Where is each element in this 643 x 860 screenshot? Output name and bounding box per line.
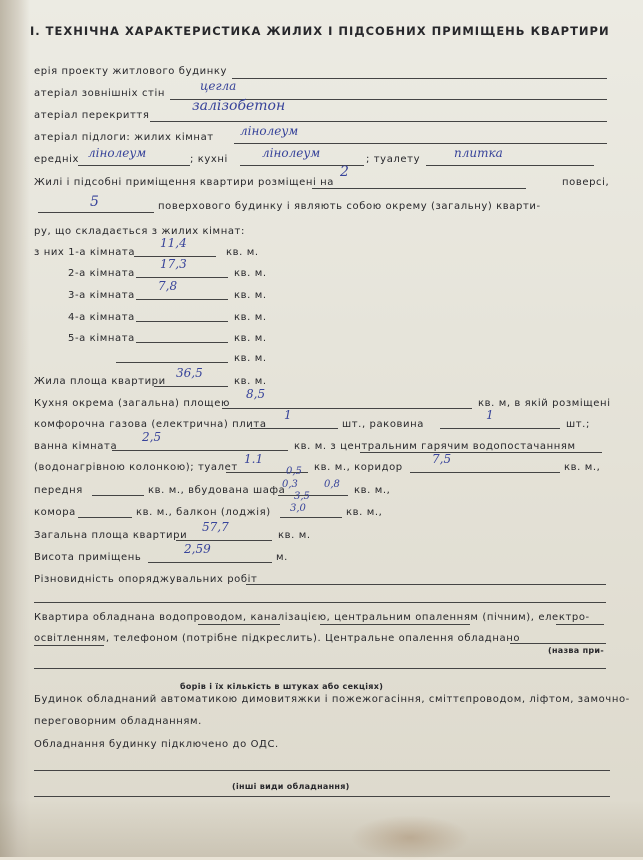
line-corridor bbox=[410, 472, 560, 473]
label-builtin: кв. м., вбудована шафа bbox=[148, 485, 286, 496]
label-heater: (водонагрівною колонкою); туалет bbox=[34, 462, 238, 473]
value-floor-toilet: плитка bbox=[454, 146, 503, 160]
line-floor-hall bbox=[78, 165, 190, 166]
label-bathroom: ванна кімната bbox=[34, 441, 118, 452]
line-storage bbox=[78, 517, 132, 518]
page-bottom-shadow bbox=[0, 800, 643, 857]
label-finishing: Різновидність опоряджувальних робіт bbox=[34, 574, 258, 585]
label-toilet: ; туалету bbox=[366, 154, 421, 165]
line-overlap bbox=[150, 121, 607, 122]
page-left-edge bbox=[0, 0, 30, 857]
label-room5: 5-а кімната bbox=[68, 333, 135, 344]
label-entrance: передня bbox=[34, 485, 83, 496]
label-consists: ру, що складається з жилих кімнат: bbox=[34, 226, 245, 237]
label-stove: комфорочна газова (електрична) плита bbox=[34, 419, 267, 430]
label-pcs2: шт.; bbox=[566, 419, 590, 430]
value-room2: 17,3 bbox=[160, 257, 187, 271]
unit-room6: кв. м. bbox=[234, 353, 267, 364]
line-other-2 bbox=[34, 796, 610, 797]
unit-room3: кв. м. bbox=[234, 290, 267, 301]
label-balcony-tail: кв. м., bbox=[346, 507, 383, 518]
label-room3: 3-а кімната bbox=[68, 290, 135, 301]
label-building-equipped-2: переговорним обладнанням. bbox=[34, 716, 202, 727]
label-building-equipped-1: Будинок обладнаний автоматикою димовитяжки і пожежогасіння, сміттєпроводом, ліфтом, замочно- bbox=[34, 694, 630, 705]
label-storage: комора bbox=[34, 507, 76, 518]
value-overlap: залізобетон bbox=[192, 98, 286, 114]
underline-water bbox=[198, 624, 280, 625]
value-walls: цегла bbox=[200, 79, 237, 93]
label-room4: 4-а кімната bbox=[68, 312, 135, 323]
label-room2: 2-а кімната bbox=[68, 268, 135, 279]
line-living-area bbox=[154, 386, 228, 387]
line-room5 bbox=[136, 342, 228, 343]
line-ceiling-height bbox=[148, 562, 272, 563]
value-floor-living: лінолеум bbox=[240, 124, 299, 138]
label-heater-mid: кв. м., коридор bbox=[314, 462, 403, 473]
underline-hot-water bbox=[360, 452, 602, 453]
line-total-area bbox=[176, 540, 272, 541]
unit-room2: кв. м. bbox=[234, 268, 267, 279]
value-bathroom: 2,5 bbox=[142, 430, 162, 444]
line-other-1 bbox=[34, 770, 610, 771]
line-balcony bbox=[280, 517, 342, 518]
value-total-area: 57,7 bbox=[202, 520, 229, 534]
label-room1: з них 1-а кімната bbox=[34, 247, 136, 258]
line-room2 bbox=[136, 277, 228, 278]
line-entrance bbox=[92, 495, 144, 496]
label-walls: атеріал зовнішніх стін bbox=[34, 88, 165, 99]
unit-total-area: кв. м. bbox=[278, 530, 311, 541]
line-room3 bbox=[136, 299, 228, 300]
label-floor-material: атеріал підлоги: жилих кімнат bbox=[34, 132, 214, 143]
label-total-area: Загальна площа квартири bbox=[34, 530, 188, 541]
value-living-area: 36,5 bbox=[176, 366, 203, 380]
note-devices: (назва при- bbox=[548, 646, 604, 655]
line-finishing bbox=[246, 584, 606, 585]
label-heater-tail: кв. м., bbox=[564, 462, 601, 473]
line-heating-devices bbox=[510, 643, 606, 644]
line-seria bbox=[232, 78, 607, 79]
label-builtin-tail: кв. м., bbox=[354, 485, 391, 496]
label-overlap: атеріал перекриття bbox=[34, 110, 150, 121]
value-corridor: 7,5 bbox=[432, 452, 452, 466]
value-sink-count: 1 bbox=[486, 408, 494, 422]
unit-room1: кв. м. bbox=[226, 247, 259, 258]
value-builtin-1: 0,5 bbox=[286, 466, 302, 477]
value-floor-kitchen: лінолеум bbox=[262, 146, 321, 160]
note-other-types: (інші види обладнання) bbox=[232, 782, 350, 791]
label-ods: Обладнання будинку підключено до ОДС. bbox=[34, 739, 279, 750]
label-kitchen-area: Кухня окрема (загальна) площею bbox=[34, 398, 230, 409]
label-ceiling-height: Висота приміщень bbox=[34, 552, 142, 563]
value-kitchen-area: 8,5 bbox=[246, 387, 266, 401]
label-equipped-1: Квартира обладнана водопроводом, каналізацією, центральним опаленням (пічним), електро- bbox=[34, 612, 590, 623]
line-room4 bbox=[136, 321, 228, 322]
unit-living-area: кв. м. bbox=[234, 376, 267, 387]
unit-ceiling-height: м. bbox=[276, 552, 288, 563]
unit-room5: кв. м. bbox=[234, 333, 267, 344]
line-floor-toilet bbox=[426, 165, 594, 166]
line-bathroom bbox=[112, 450, 288, 451]
label-pcs1: шт., раковина bbox=[342, 419, 425, 430]
label-equipped-2: освітленням, телефоном (потрібне підкреслить). Центральне опалення обладнано bbox=[34, 633, 521, 644]
underline-electro bbox=[556, 624, 604, 625]
label-kitchen-area-tail: кв. м, в якій розміщені bbox=[478, 398, 611, 409]
note-devices-2: борів і їх кількість в штуках або секціях) bbox=[180, 682, 384, 691]
underline-lighting bbox=[34, 645, 104, 646]
value-storeys: 5 bbox=[90, 194, 99, 210]
line-builtin bbox=[278, 495, 348, 496]
label-storey-building: поверхового будинку і являють собою окрему (загальну) кварти- bbox=[158, 201, 541, 212]
value-stove-count: 1 bbox=[284, 408, 292, 422]
label-hall: ередніх bbox=[34, 154, 80, 165]
value-balcony-1: 3,5 bbox=[294, 491, 310, 502]
line-sink bbox=[440, 428, 560, 429]
line-kitchen-area bbox=[222, 408, 472, 409]
label-balcony: кв. м., балкон (лоджія) bbox=[136, 507, 271, 518]
value-floor-hall: лінолеум bbox=[88, 146, 147, 160]
value-builtin-2: 0,3 bbox=[282, 479, 298, 490]
label-living-area: Жила площа квартири bbox=[34, 376, 166, 387]
line-stove bbox=[250, 428, 338, 429]
value-room3: 7,8 bbox=[158, 279, 178, 293]
line-floor-living bbox=[234, 143, 607, 144]
value-floor-number: 2 bbox=[340, 164, 349, 180]
line-floor-number bbox=[312, 188, 526, 189]
value-ceiling-height: 2,59 bbox=[184, 542, 211, 556]
label-bathroom-tail: кв. м. з центральним гарячим водопостачанням bbox=[294, 441, 576, 452]
label-floor-word: поверсі, bbox=[562, 177, 610, 188]
section-title: І. ТЕХНІЧНА ХАРАКТЕРИСТИКА ЖИЛИХ І ПІДСОБНИХ ПРИМІЩЕНЬ КВАРТИРИ bbox=[30, 24, 610, 38]
line-finishing-2 bbox=[34, 602, 606, 603]
line-room6 bbox=[116, 362, 228, 363]
value-balcony-2: 3,0 bbox=[290, 503, 306, 514]
label-rooms-located: Жилі і підсобні приміщення квартири розміщені на bbox=[34, 177, 335, 188]
value-builtin-3: 0,8 bbox=[324, 479, 340, 490]
line-storeys bbox=[38, 212, 154, 213]
label-seria: ерія проекту житлового будинку bbox=[34, 66, 227, 77]
underline-heating bbox=[320, 624, 470, 625]
line-devices bbox=[34, 668, 606, 669]
value-toilet: 1.1 bbox=[244, 452, 264, 466]
unit-room4: кв. м. bbox=[234, 312, 267, 323]
label-kitchen: ; кухні bbox=[190, 154, 228, 165]
value-room1: 11,4 bbox=[160, 236, 187, 250]
